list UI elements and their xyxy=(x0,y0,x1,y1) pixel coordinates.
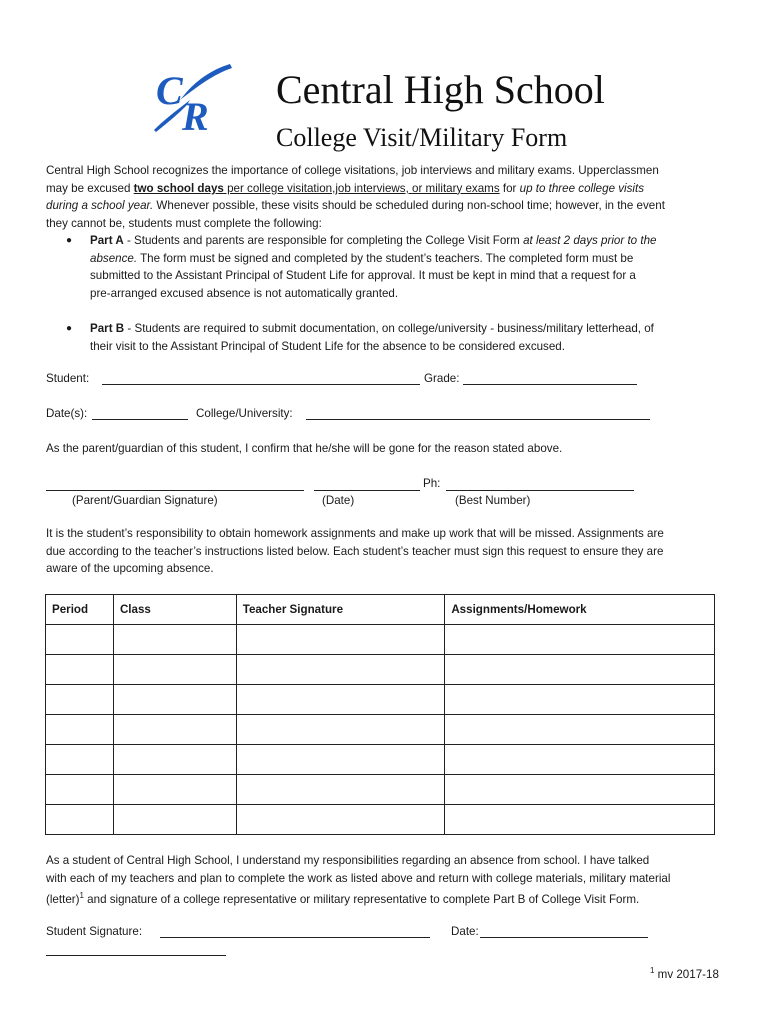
school-logo xyxy=(140,60,240,138)
parent-date-field[interactable] xyxy=(314,490,420,491)
teacher-signature-cell[interactable] xyxy=(236,655,445,685)
teacher-signature-cell[interactable] xyxy=(236,685,445,715)
teacher-signature-cell[interactable] xyxy=(236,805,445,835)
class-cell[interactable] xyxy=(113,685,236,715)
class-header: Class xyxy=(113,595,236,625)
part-a-text: Part A - Students and parents are responsible for completing the College Visit Form at least 2 days prior to the absence. The form must be signed and completed by the student’s teachers. The completed form must be submitted to the Assistant Principal of Student Life for approval. It must be kept in mind that a request for a pre-arranged excused absence is not automatically granted. xyxy=(90,234,657,300)
teacher-signature-cell[interactable] xyxy=(236,625,445,655)
version-footnote: $^1$ mv 2017-18 xyxy=(650,966,719,981)
assignments-cell[interactable] xyxy=(445,655,715,685)
assignments-cell[interactable] xyxy=(445,715,715,745)
parent-signature-field[interactable] xyxy=(46,490,304,491)
student-name-field[interactable] xyxy=(102,384,420,385)
phone-field[interactable] xyxy=(446,490,634,491)
assignments-header: Assignments/Homework xyxy=(445,595,715,625)
period-cell[interactable] xyxy=(46,775,114,805)
table-row xyxy=(46,775,715,805)
intro-line: Central High School recognizes the importance of college visitations, job interviews and military exams. Upperclassmen xyxy=(46,164,659,177)
page-title: Central High School xyxy=(276,67,605,112)
teacher-signature-cell[interactable] xyxy=(236,745,445,775)
student-signature-field[interactable] xyxy=(160,937,430,938)
period-header: Period xyxy=(46,595,114,625)
table-row xyxy=(46,625,715,655)
signature-date-field[interactable] xyxy=(480,937,648,938)
table-row xyxy=(46,685,715,715)
assignments-cell[interactable] xyxy=(445,625,715,655)
svg-text:R: R xyxy=(182,94,209,138)
period-cell[interactable] xyxy=(46,685,114,715)
form-subtitle: College Visit/Military Form xyxy=(276,123,568,152)
class-cell[interactable] xyxy=(113,715,236,745)
table-row xyxy=(46,655,715,685)
period-cell[interactable] xyxy=(46,715,114,745)
dates-label: Date(s): xyxy=(46,407,88,420)
teacher-signature-header: Teacher Signature xyxy=(236,595,445,625)
teacher-signature-cell[interactable] xyxy=(236,775,445,805)
best-number-caption: (Best Number) xyxy=(455,494,531,507)
class-cell[interactable] xyxy=(113,805,236,835)
two-school-days-emphasis: two school days xyxy=(133,181,224,195)
phone-label: Ph: xyxy=(423,477,441,490)
period-cell[interactable] xyxy=(46,745,114,775)
table-row xyxy=(46,715,715,745)
bullet-icon: ● xyxy=(66,323,73,334)
signature-date-field-continuation[interactable] xyxy=(46,955,226,956)
date-caption: (Date) xyxy=(322,494,355,507)
assignments-cell[interactable] xyxy=(445,775,715,805)
grade-field[interactable] xyxy=(463,384,637,385)
college-field[interactable] xyxy=(306,419,650,420)
table-row xyxy=(46,745,715,775)
period-cell[interactable] xyxy=(46,805,114,835)
assignment-table xyxy=(45,594,715,835)
period-cell[interactable] xyxy=(46,655,114,685)
college-label: College/University: xyxy=(196,407,293,420)
teacher-signature-cell[interactable] xyxy=(236,715,445,745)
assignments-cell[interactable] xyxy=(445,805,715,835)
class-cell[interactable] xyxy=(113,745,236,775)
grade-label: Grade: xyxy=(424,372,460,385)
responsibility-paragraph: It is the student’s responsibility to obtain homework assignments and make up work that will be missed. Assignments are due according to the teacher’s instructions listed below. Each student’s teacher must sign this request to ensure they are aware of the upcoming absence. xyxy=(46,527,664,576)
acknowledgement-paragraph: As a student of Central High School, I understand my responsibilities regarding an absence from school. I have talked with each of my teachers and plan to complete the work as listed above and return with college materials, military material (letter)$^1$ and signature of a college representative or military representative to complete Part B of College Visit Form. xyxy=(46,854,671,907)
intro-line: during a school year. Whenever possible, these visits should be scheduled during non-school time; however, in the event xyxy=(46,199,665,213)
assignments-cell[interactable] xyxy=(445,745,715,775)
dates-field[interactable] xyxy=(92,419,188,420)
table-row xyxy=(46,805,715,835)
part-b-text: Part B - Students are required to submit documentation, on college/university - business/military letterhead, of their visit to the Assistant Principal of Student Life for the absence to be considered excused. xyxy=(90,322,654,353)
period-cell[interactable] xyxy=(46,625,114,655)
class-cell[interactable] xyxy=(113,625,236,655)
svg-text:C: C xyxy=(156,68,183,113)
parent-confirmation-text: As the parent/guardian of this student, I confirm that he/she will be gone for the reason stated above. xyxy=(46,442,563,455)
student-signature-label: Student Signature: xyxy=(46,925,143,938)
class-cell[interactable] xyxy=(113,775,236,805)
signature-date-label: Date: xyxy=(451,925,479,938)
footnote-marker: 1 xyxy=(79,891,84,901)
part-a-label: Part A xyxy=(90,234,124,247)
intro-paragraph xyxy=(46,162,726,232)
assignments-cell[interactable] xyxy=(445,685,715,715)
part-b-label: Part B xyxy=(90,322,125,335)
bullet-icon: ● xyxy=(66,235,73,246)
table-header-row xyxy=(46,595,715,625)
student-label: Student: xyxy=(46,372,90,385)
intro-line: they cannot be, students must complete the following: xyxy=(46,216,322,230)
class-cell[interactable] xyxy=(113,655,236,685)
parent-signature-caption: (Parent/Guardian Signature) xyxy=(72,494,218,507)
intro-line: may be excused two school days per college visitation,job interviews, or military exams for up to three college visits xyxy=(46,181,645,195)
